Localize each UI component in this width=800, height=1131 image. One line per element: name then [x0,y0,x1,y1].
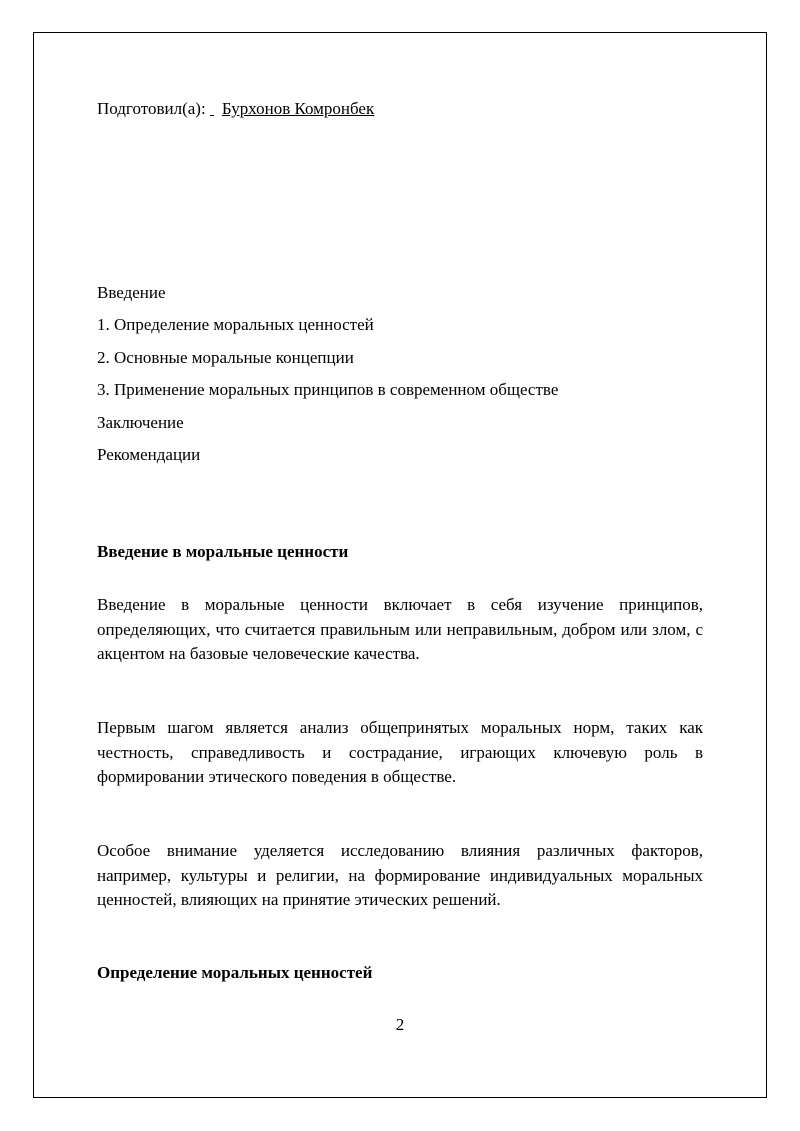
table-of-contents [97,281,558,475]
toc-item: 3. Применение моральных принципов в современном обществе [97,380,559,400]
toc-item: 1. Определение моральных ценностей [97,315,374,335]
prepared-by-label: Подготовил(а): [97,99,206,118]
paragraph: Введение в моральные ценности включает в себя изучение принципов, определяющих, что считается правильным или неправильным, добром или злом, с акцентом на базовые человеческие качества. [97,595,703,663]
author-name: Бурхонов Комронбек [221,99,375,118]
toc-item: Введение [97,283,166,302]
section-heading-introduction: Введение в моральные ценности [97,542,349,561]
prepared-by-line [97,97,374,121]
underline-spacer [210,97,222,121]
toc-item: Заключение [97,412,184,432]
section-heading-definition: Определение моральных ценностей [97,963,373,982]
page-border [33,32,767,1098]
paragraph: Первым шагом является анализ общепринятых моральных норм, таких как честность, справедливость и сострадание, играющих ключевую роль в формировании этического поведения в обществе. [97,718,703,786]
toc-item: 2. Основные моральные концепции [97,347,354,367]
page-number: 2 [395,1015,405,1034]
toc-item: Рекомендации [97,444,201,464]
paragraph: Особое внимание уделяется исследованию влияния различных факторов, например, культуры и религии, на формирование индивидуальных моральных ценностей, влияющих на принятие этических решений. [97,841,703,909]
